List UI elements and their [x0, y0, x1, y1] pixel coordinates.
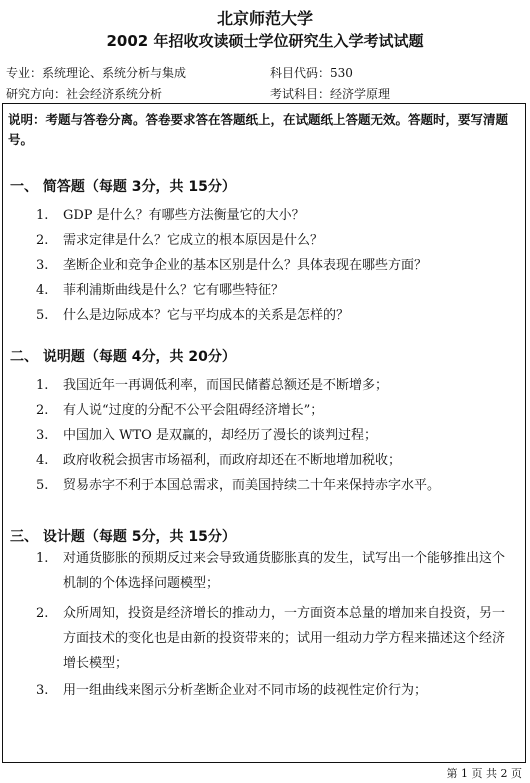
question-number: 2.	[36, 403, 49, 418]
question-text: 用一组曲线来图示分析垄断企业对不同市场的歧视性定价行为；	[63, 683, 428, 698]
question-number: 2.	[36, 233, 49, 248]
question-number: 3.	[36, 258, 49, 273]
question-number: 3.	[36, 683, 49, 698]
question-text: 政府收税会损害市场福利，而政府却还在不断地增加税收；	[63, 453, 402, 468]
question-number: 4.	[36, 283, 49, 298]
question-text: 众所周知，投资是经济增长的推动力，一方面资本总量的增加来自投资，另一方面技术的变化也是由新的投资带来的；试用一组动力学方程来描述这个经济增长模型；	[63, 606, 506, 671]
question-item	[36, 203, 512, 228]
question-item	[36, 473, 512, 498]
question-text: 对通货膨胀的预期反过来会导致通货膨胀真的发生，试写出一个能够推出这个机制的个体选择问题模型；	[63, 551, 506, 591]
section-2-title: 二、 说明题（每题 4分，共 20分）	[10, 349, 236, 365]
instructions-text: 说明：考题与答卷分离。答卷要求答在答题纸上，在试题纸上答题无效。答题时，要写清题号。	[8, 112, 509, 147]
question-item	[36, 448, 512, 473]
question-number: 5.	[36, 308, 49, 323]
section-1-title: 一、 简答题（每题 3分，共 15分）	[10, 179, 236, 195]
question-item	[36, 278, 512, 303]
question-number: 4.	[36, 453, 49, 468]
major-label: 专业：系统理论、系统分析与集成	[6, 66, 187, 80]
section-3-title: 三、 设计题（每题 5分，共 15分）	[10, 529, 236, 545]
question-item	[36, 546, 512, 596]
question-text: 中国加入 WTO 是双赢的，却经历了漫长的谈判过程；	[63, 428, 377, 443]
question-text: 贸易赤字不利于本国总需求，而美国持续二十年来保持赤字水平。	[63, 478, 441, 493]
question-item	[36, 601, 512, 676]
university-title: 北京师范大学	[216, 9, 313, 28]
question-text: 我国近年一再调低利率，而国民储蓄总额还是不断增多；	[63, 378, 389, 393]
question-item	[36, 303, 512, 328]
question-item	[36, 253, 512, 278]
question-text: 什么是边际成本？它与平均成本的关系是怎样的？	[63, 308, 350, 323]
question-number: 1.	[36, 208, 49, 223]
question-text: 有人说“过度的分配不公平会阻碍经济增长”；	[63, 403, 324, 418]
question-item	[36, 423, 512, 448]
exam-title: 2002 年招收攻读硕士学位研究生入学考试试题	[106, 32, 424, 50]
question-number: 1.	[36, 378, 49, 393]
question-text: 需求定律是什么？它成立的根本原因是什么？	[63, 233, 324, 248]
research-direction-label: 研究方向：社会经济系统分析	[6, 87, 163, 101]
question-item	[36, 228, 512, 253]
question-text: 垄断企业和竞争企业的基本区别是什么？具体表现在哪些方面？	[63, 258, 428, 273]
subject-code-label: 科目代码：530	[270, 66, 353, 80]
question-number: 2.	[36, 606, 49, 621]
question-number: 1.	[36, 551, 49, 566]
question-text: GDP 是什么？有哪些方法衡量它的大小？	[63, 208, 305, 223]
page-number: 第 1 页 共 2 页	[446, 767, 522, 780]
question-number: 5.	[36, 478, 49, 493]
question-item	[36, 373, 512, 398]
subject-name-label: 考试科目：经济学原理	[270, 87, 391, 101]
question-text: 菲利浦斯曲线是什么？它有哪些特征？	[63, 283, 285, 298]
question-item	[36, 398, 512, 423]
question-number: 3.	[36, 428, 49, 443]
question-item	[36, 678, 512, 703]
